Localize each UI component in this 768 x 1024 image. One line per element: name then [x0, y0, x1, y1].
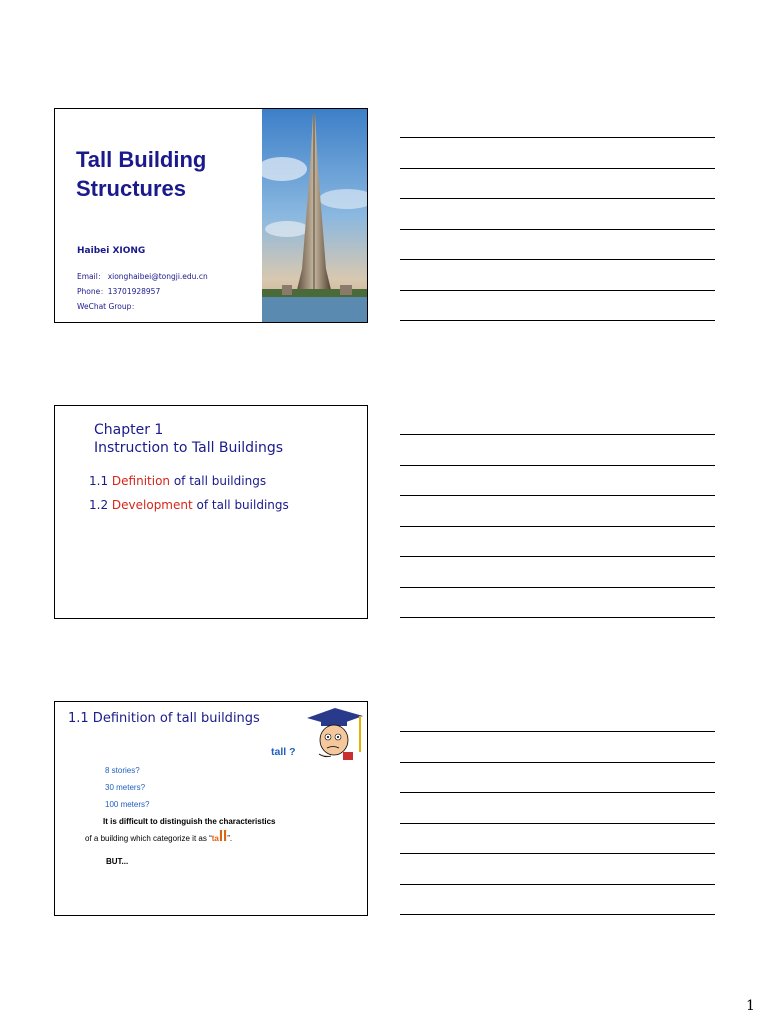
- email-text: Email： xionghaibei@tongji.edu.cn: [77, 272, 208, 281]
- note-line: [400, 320, 715, 321]
- slide-1-title: Tall Building Structures: [76, 147, 207, 201]
- note-line: [400, 853, 715, 854]
- note-line: [400, 137, 715, 138]
- note-line: [400, 198, 715, 199]
- chapter-title: Instruction to Tall Buildings: [94, 440, 284, 456]
- note-line: [400, 823, 715, 824]
- note-line: [400, 168, 715, 169]
- note-line: [400, 587, 715, 588]
- page-number: 1: [746, 998, 755, 1014]
- author-name: Haibei XIONG: [77, 246, 146, 256]
- note-line: [400, 434, 715, 435]
- note-line: [400, 617, 715, 618]
- note-line: [400, 884, 715, 885]
- slide-3: [54, 701, 368, 916]
- tall-question: tall ?: [271, 746, 296, 758]
- note-line: [400, 792, 715, 793]
- note-line: [400, 495, 715, 496]
- note-line: [400, 556, 715, 557]
- toc-item-definition: 1.1 Definition of tall buildings: [89, 474, 267, 488]
- note-line: [400, 465, 715, 466]
- question-30m: 30 meters?: [105, 783, 146, 792]
- tower-photo: [262, 109, 368, 322]
- question-stories: 8 stories?: [105, 766, 140, 775]
- graduate-cartoon-icon: [305, 704, 367, 762]
- paragraph-line-1: It is difficult to distinguish the characteristics: [103, 817, 276, 826]
- note-line: [400, 259, 715, 260]
- note-line: [400, 914, 715, 915]
- slide-1: [54, 108, 368, 323]
- wechat-text: WeChat Group：: [77, 302, 139, 311]
- slide-2: [54, 405, 368, 619]
- note-line: [400, 290, 715, 291]
- note-line: [400, 762, 715, 763]
- toc-item-development: 1.2 Development of tall buildings: [89, 498, 289, 512]
- note-line: [400, 526, 715, 527]
- phone-text: Phone：13701928957: [77, 287, 161, 296]
- slide-3-title: 1.1 Definition of tall buildings: [68, 711, 260, 726]
- paragraph-line-2: of a building which categorize it as “tall”.: [85, 828, 233, 845]
- question-100m: 100 meters?: [105, 800, 150, 809]
- note-line: [400, 229, 715, 230]
- note-line: [400, 731, 715, 732]
- but-text: BUT...: [106, 857, 129, 866]
- chapter-number: Chapter 1: [94, 422, 164, 438]
